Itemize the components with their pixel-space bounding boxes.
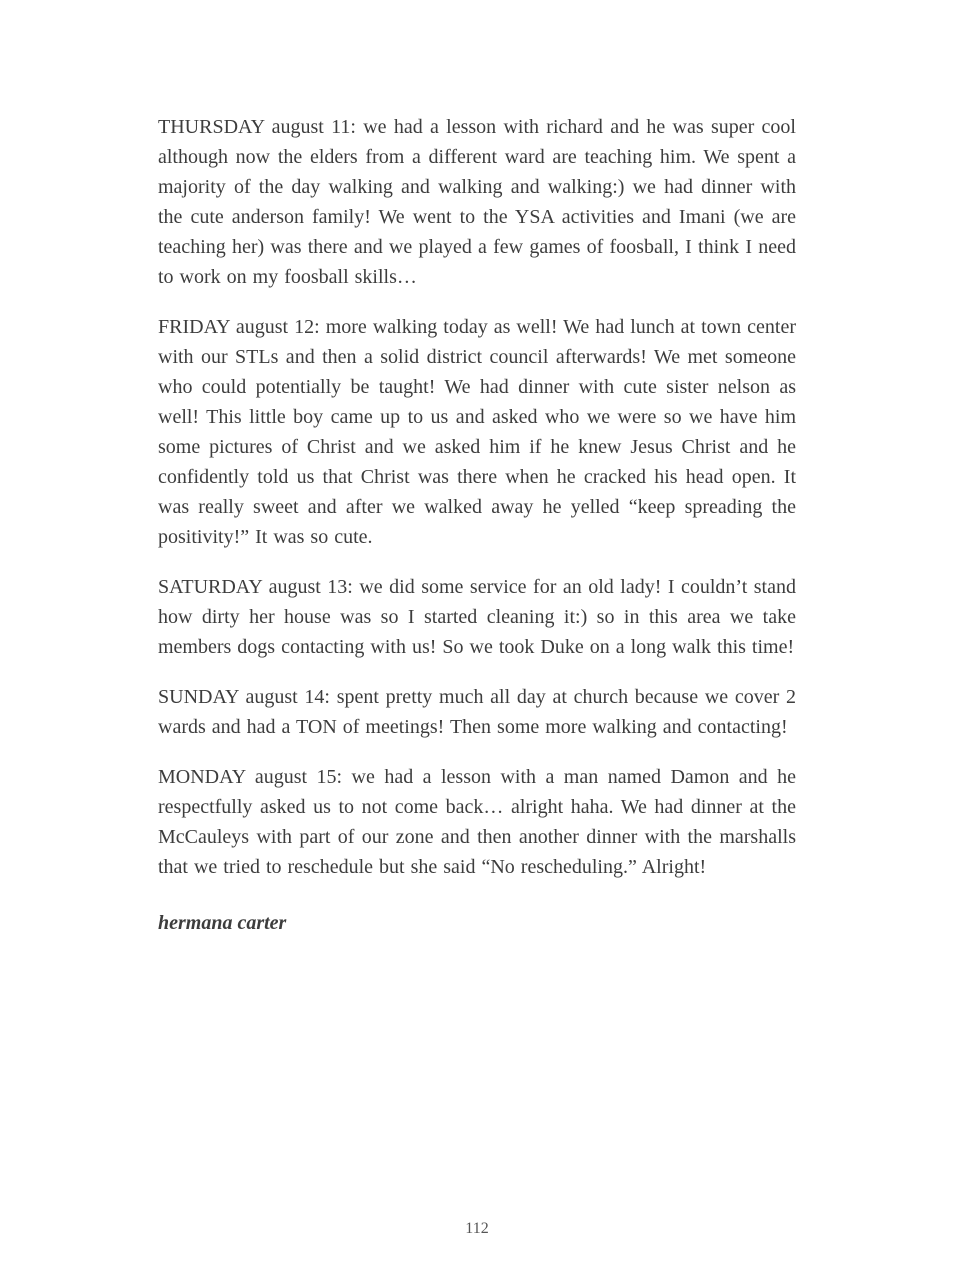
journal-entry-sunday: SUNDAY august 14: spent pretty much all day at church because we cover 2 wards and had a TON of meetings! Then some more walking and contacting! xyxy=(158,686,796,738)
journal-entry-friday: FRIDAY august 12: more walking today as well! We had lunch at town center with our STLs and then a solid district council afterwards! We met someone who could potentially be taught! We had dinner with cute sister nelson as well! This little boy came up to us and asked who we were so we have him some pictures of Christ and we asked him if he knew Jesus Christ and he confidently told us that Christ was there when he cracked his head open. It was really sweet and after we walked away he yelled “keep spreading the positivity!” It was so cute. xyxy=(158,316,796,548)
journal-entry-saturday: SATURDAY august 13: we did some service for an old lady! I couldn’t stand how dirty her house was so I started cleaning it:) so in this area we take members dogs contacting with us! So we took Duke on a long walk this time! xyxy=(158,576,796,658)
page-body-text xyxy=(158,112,796,938)
journal-entry-thursday: THURSDAY august 11: we had a lesson with richard and he was super cool although now the elders from a different ward are teaching him. We spent a majority of the day walking and walking and walking:) we had dinner with the cute anderson family! We went to the YSA activities and Imani (we are teaching her) was there and we played a few games of foosball, I think I need to work on my foosball skills… xyxy=(158,116,796,288)
author-signature: hermana carter xyxy=(158,912,287,934)
journal-entry-monday: MONDAY august 15: we had a lesson with a man named Damon and he respectfully asked us to not come back… alright haha. We had dinner at the McCauleys with part of our zone and then another dinner with the marshalls that we tried to reschedule but she said “No rescheduling.” Alright! xyxy=(158,766,796,878)
page-number: 112 xyxy=(465,1220,489,1237)
